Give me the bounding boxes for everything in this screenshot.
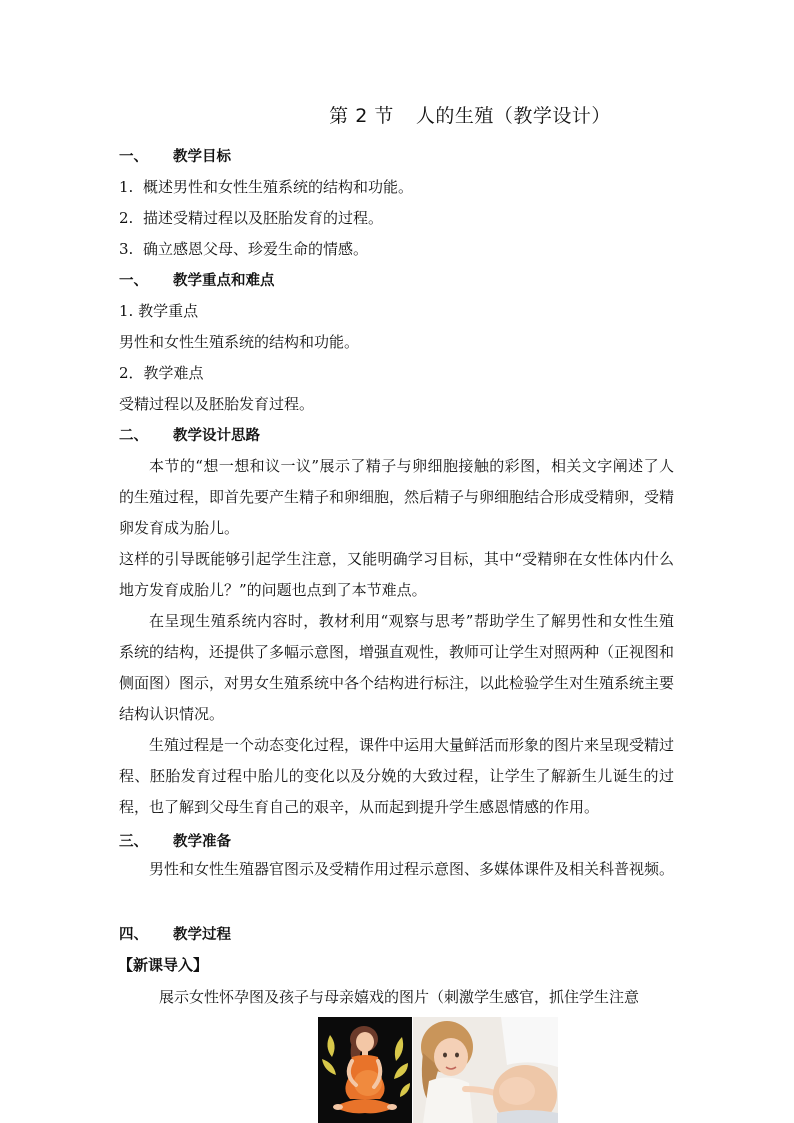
heading-key-points: 一、 教学重点和难点 (119, 273, 275, 289)
heading-design-idea: 二、 教学设计思路 (119, 428, 260, 444)
child-with-mother-svg (413, 1017, 558, 1123)
title-name: 人的生殖（教学设计） (415, 105, 611, 127)
title-section: 第 2 节 (329, 105, 394, 127)
key-point-text: 男性和女性生殖系统的结构和功能。 (119, 333, 360, 351)
objective-item-3: 3. 确立感恩父母、珍爱生命的情感。 (119, 240, 369, 258)
design-paragraph-3: 在呈现生殖系统内容时，教材利用“观察与思考”帮助学生了解男性和女性生殖系统的结构，还提供了多幅示意图，增强直观性，教师可让学生对照两种（正视图和侧面图）图示，对男女生殖系统中各个结构进行标注，以此检验学生对生殖系统主要结构认识情况。 (119, 612, 675, 723)
design-paragraph-4: 生殖过程是一个动态变化过程，课件中运用大量鲜活而形象的图片来呈现受精过程、胚胎发育过程中胎儿的变化以及分娩的大致过程，让学生了解新生儿诞生的过程，也了解到父母生育自己的艰辛，从而起到提升学生感恩情感的作用。 (119, 736, 675, 816)
page-title (0, 101, 794, 128)
heading-preparation: 三、 教学准备 (119, 834, 231, 850)
design-paragraph-1: 本节的“想一想和议一议”展示了精子与卵细胞接触的彩图，相关文字阐述了人的生殖过程，即首先要产生精子和卵细胞，然后精子与卵细胞结合形成受精卵，受精卵发育成为胎儿。 (119, 457, 675, 537)
intro-paragraph: 展示女性怀孕图及孩子与母亲嬉戏的图片（刺激学生感官，抓住学生注意 (159, 988, 640, 1006)
heading-objectives: 一、 教学目标 (119, 149, 231, 165)
difficulty-label: 2．教学难点 (119, 364, 204, 382)
pregnant-woman-illustration (318, 1017, 412, 1123)
objective-item-1: 1. 概述男性和女性生殖系统的结构和功能。 (119, 178, 414, 196)
heading-process: 四、 教学过程 (119, 927, 231, 943)
new-lesson-intro-label: 【新课导入】 (118, 956, 209, 974)
difficulty-text: 受精过程以及胚胎发育过程。 (119, 395, 315, 413)
design-paragraph-2: 这样的引导既能够引起学生注意，又能明确学习目标，其中“受精卵在女性体内什么地方发育成胎儿？”的问题也点到了本节难点。 (119, 550, 674, 599)
objective-item-2: 2. 描述受精过程以及胚胎发育的过程。 (119, 209, 384, 227)
child-with-mother-photo (413, 1017, 558, 1123)
preparation-paragraph: 男性和女性生殖器官图示及受精作用过程示意图、多媒体课件及相关科普视频。 (149, 860, 675, 878)
key-point-label: 1. 教学重点 (119, 302, 199, 320)
pregnant-woman-svg (318, 1017, 412, 1123)
